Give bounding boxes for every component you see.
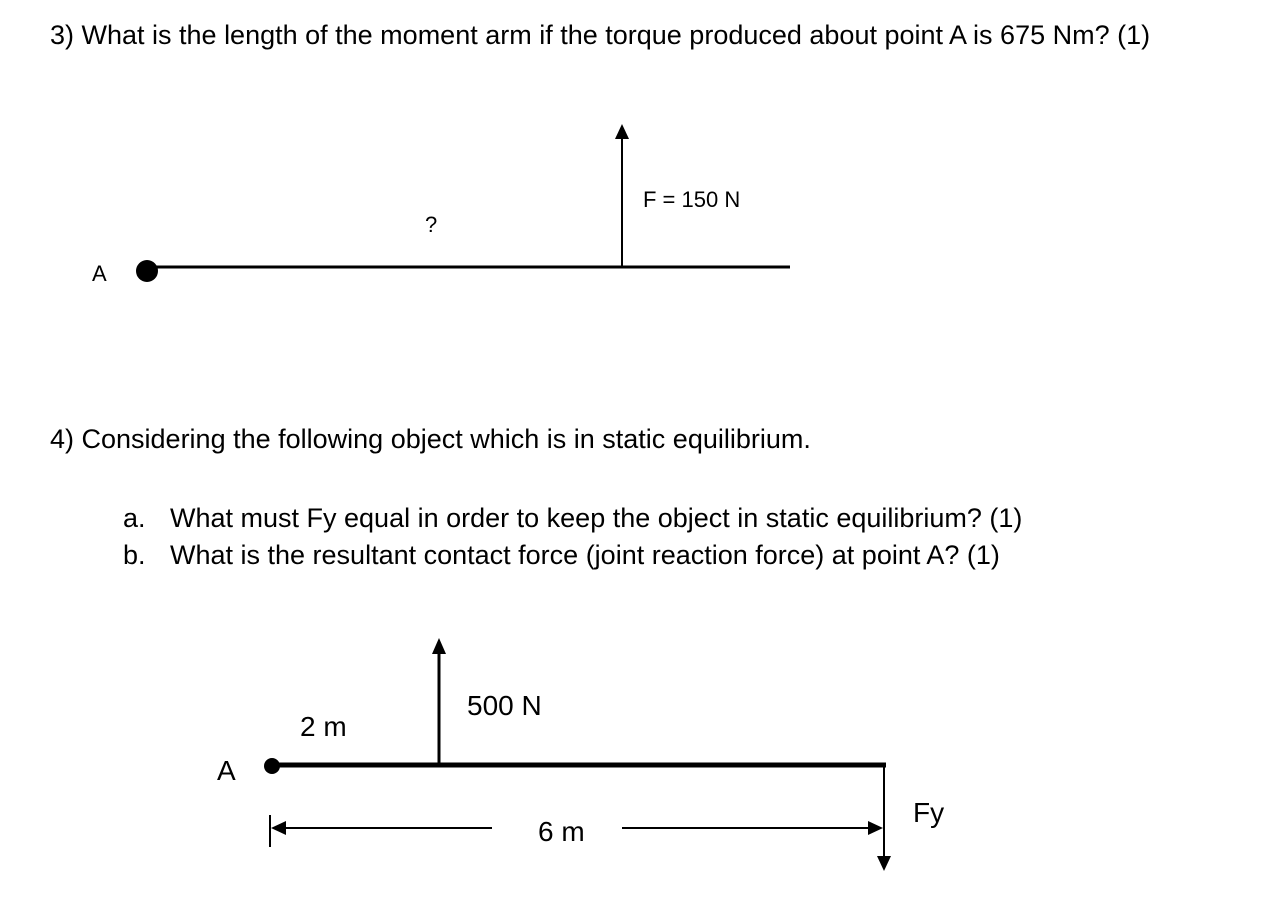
q3-point-label: A	[92, 261, 107, 286]
question-4a-marker: a.	[123, 503, 146, 533]
question-4b-marker: b.	[123, 540, 146, 570]
q4-distance-label: 2 m	[300, 711, 347, 742]
q4-dimension-left-arrowhead	[271, 821, 286, 835]
q4-length-label: 6 m	[538, 816, 585, 847]
question-4-text: 4) Considering the following object which is in static equilibrium.	[50, 424, 811, 454]
q4-dimension-right-arrowhead	[868, 821, 883, 835]
question-4a-text: What must Fy equal in order to keep the object in static equilibrium? (1)	[170, 503, 1023, 533]
q3-pivot-point	[136, 260, 158, 282]
q4-force-label: 500 N	[467, 690, 542, 721]
q4-fy-force-head	[877, 856, 891, 871]
question-4b-text: What is the resultant contact force (joint reaction force) at point A? (1)	[170, 540, 1000, 570]
q4-fy-label: Fy	[913, 797, 945, 828]
q3-force-label: F = 150 N	[643, 187, 741, 212]
q4-point-label: A	[217, 755, 236, 786]
q3-distance-label: ?	[425, 212, 438, 237]
question-3-text: 3) What is the length of the moment arm if the torque produced about point A is 675 Nm? (1)	[50, 20, 1151, 50]
q4-upward-force-head	[432, 638, 446, 654]
q3-force-arrow-head	[615, 124, 629, 139]
